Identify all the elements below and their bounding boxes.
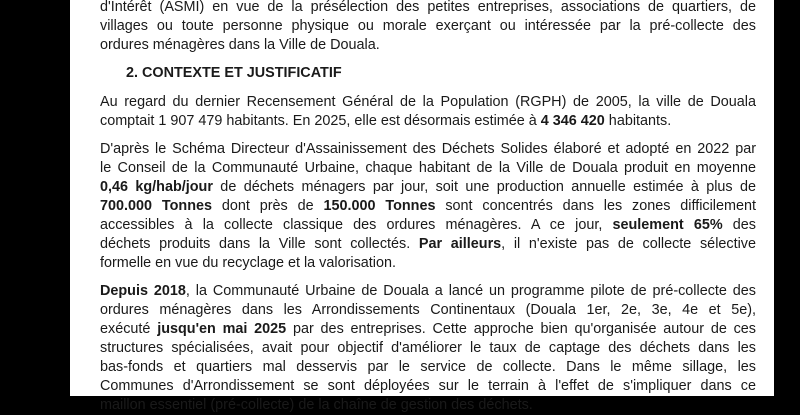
intro-line-2: villages ou toute personne physique ou morale exerçant ou intéressée par la pré-collecte des	[100, 18, 756, 34]
section-heading: 2. CONTEXTE ET JUSTIFICATIF	[126, 65, 342, 81]
p3-line-7: maillon essentiel (pré-collecte) de la chaîne de gestion des déchets.	[100, 397, 533, 413]
p3-line-4: structures spécialisées, avait pour objectif d'améliorer le taux de captage des déchets dans les	[100, 340, 756, 356]
p3-line-2: ordures ménagères dans les Arrondissements Continentaux (Douala 1er, 2e, 3e, 4e et 5e),	[100, 302, 756, 318]
waste-per-capita: 0,46 kg/hab/jour	[100, 179, 213, 195]
p2-line-7: formelle en vue du recyclage et la valorisation.	[100, 255, 396, 271]
intro-line-3: ordures ménagères dans la Ville de Douala.	[100, 37, 380, 53]
p2-line-4: 700.000 Tonnes dont près de 150.000 Tonnes sont concentrés dans les zones difficilement	[100, 198, 756, 214]
p2-line-5: accessibles à la collecte classique des ordures ménagères. A ce jour, seulement 65% des	[100, 217, 756, 233]
p2-line-3: 0,46 kg/hab/jour de déchets ménagers par jour, soit une production annuelle estimée à plus de	[100, 179, 756, 195]
p2-line-2: le Conseil de la Communauté Urbaine, chaque habitant de la Ville de Douala produit en moyenne	[100, 160, 756, 176]
p3-line-3: exécuté jusqu'en mai 2025 par des entreprises. Cette approche bien qu'organisée autour de ces	[100, 321, 757, 337]
p3-line-1: Depuis 2018, la Communauté Urbaine de Douala a lancé un programme pilote de pré-collecte des	[100, 283, 756, 299]
p1-line-2: comptait 1 907 479 habitants. En 2025, elle est désormais estimée à 4 346 420 habitants.	[100, 113, 672, 129]
p3-line-6: Communes d'Arrondissement se sont déployées sur le terrain à l'effet de s'impliquer dans ce	[100, 378, 756, 394]
p2-line-1: D'après le Schéma Directeur d'Assainissement des Déchets Solides élaboré et adopté en 2022 par	[100, 141, 756, 157]
p1-line-1: Au regard du dernier Recensement Général de la Population (RGPH) de 2005, la ville de Douala	[100, 94, 756, 110]
p3-line-5: bas-fonds et quartiers mal desservis par le service de collecte. Dans le même sillage, les	[100, 359, 756, 375]
population-2025: 4 346 420	[540, 113, 605, 129]
document-page	[70, 0, 774, 413]
intro-line-1: d'Intérêt (ASMI) en vue de la présélection des petites entreprises, associations de quartiers, de	[100, 0, 756, 15]
p2-line-6: déchets produits dans la Ville sont collectés. Par ailleurs, il n'existe pas de collecte sélective	[100, 236, 756, 252]
